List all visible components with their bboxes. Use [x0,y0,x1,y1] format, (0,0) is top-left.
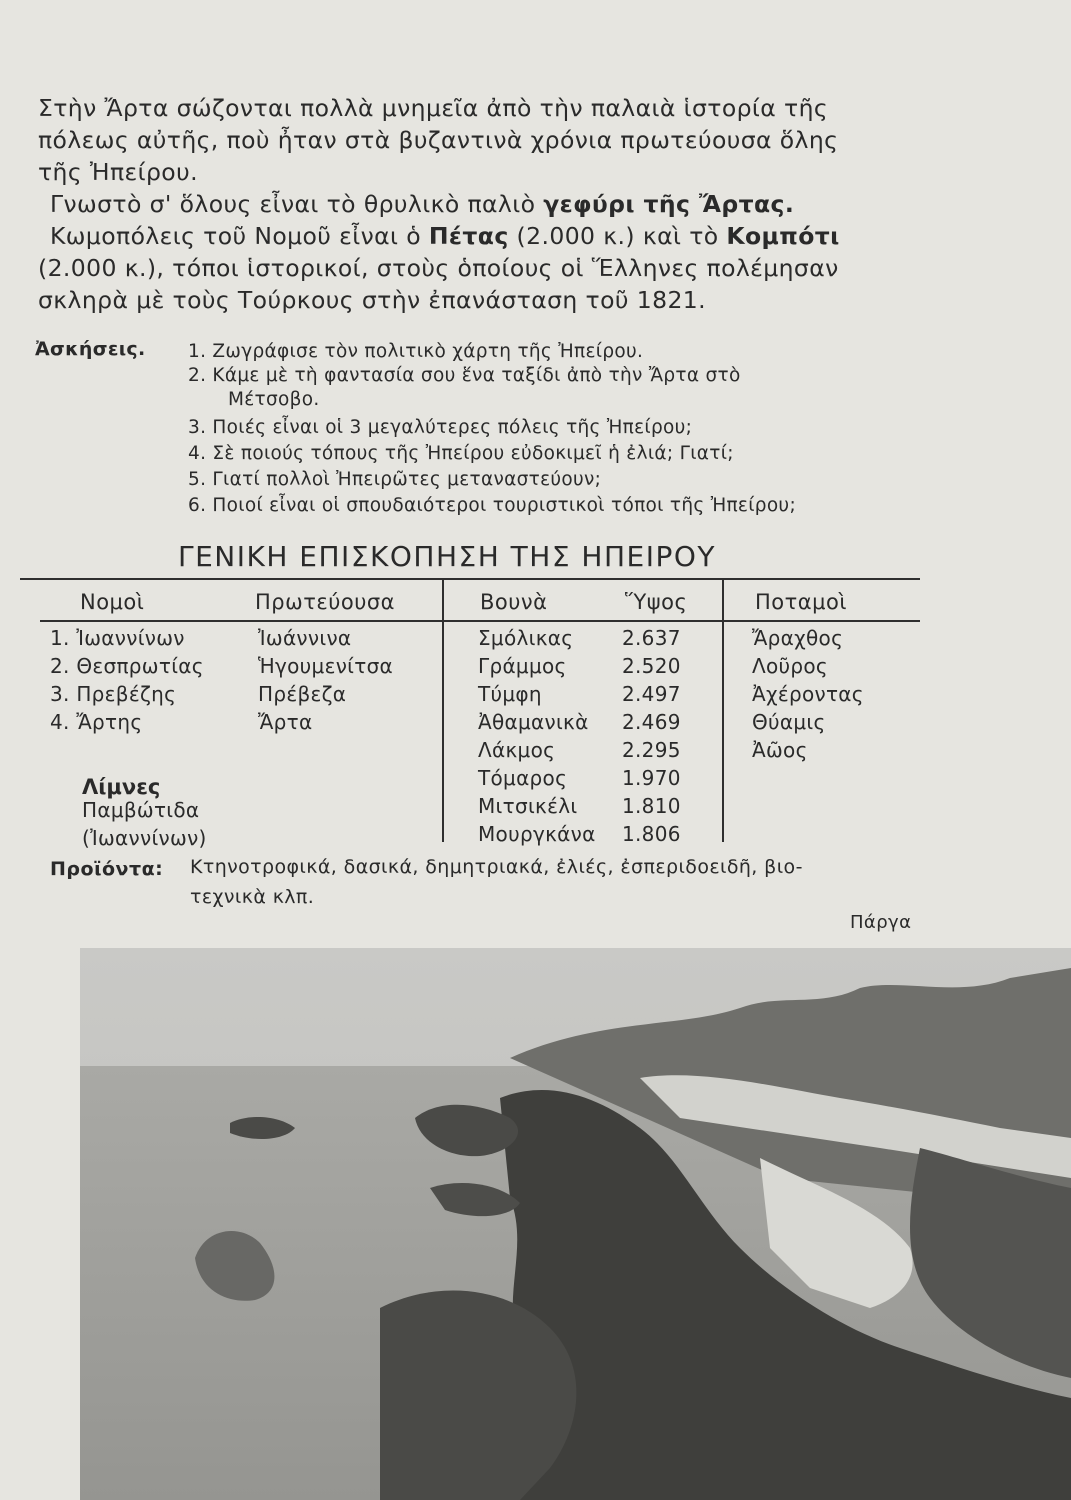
header-capital: Πρωτεύουσα [255,590,396,614]
river: Ἄραχθος [752,626,844,650]
capital: Ἡγουμενίτσα [258,654,394,678]
capital: Ἄρτα [258,710,313,734]
paragraph-bridge [38,188,928,220]
parga-photo [80,948,1071,1500]
capital-list [258,624,393,736]
photo-caption: Πάργα [850,912,912,933]
lake-list [82,796,207,852]
lake: (Ἰωαννίνων) [82,826,207,850]
text-line: τεχνικὰ κλπ. [190,886,315,908]
exercise-item: 6. Ποιοί εἶναι οἱ σπουδαιότεροι τουριστικοὶ τόποι τῆς Ἠπείρου; [188,495,796,516]
mountain: Τόμαρος [478,766,568,790]
header-rivers: Ποταμοὶ [755,590,847,614]
exercise-item: 1. Ζωγράφισε τὸν πολιτικὸ χάρτη τῆς Ἠπείρου. [188,341,644,362]
mountain: Γράμμος [478,654,567,678]
height: 2.469 [622,710,681,734]
mountain: Τύμφη [478,682,542,706]
header-mountains: Βουνὰ [480,590,548,614]
mountain: Μουργκάνα [478,822,596,846]
prefecture: 4. Ἄρτης [50,710,143,734]
products-text [190,852,890,912]
header-prefectures: Νομοὶ [80,590,145,614]
capital: Ἰωάννινα [258,626,352,650]
exercises-label: Ἀσκήσεις. [35,338,146,360]
products-label: Προϊόντα: [50,858,164,880]
river: Λοῦρος [752,654,828,678]
river: Ἀῶος [752,738,808,762]
text-line: Κτηνοτροφικά, δασικά, δημητριακά, ἐλιές, ἐσπεριδοειδῆ, βιο- [190,856,803,878]
lakes-heading: Λίμνες [82,775,161,799]
height-list [622,624,681,848]
prefecture-list [50,624,204,736]
mountain: Μιτσικέλι [478,794,578,818]
mountain-list [478,624,596,848]
mountain: Σμόλικας [478,626,574,650]
table-header-rule [40,620,920,622]
text-line [38,220,928,252]
lake: Παμβώτιδα [82,798,200,822]
mountain: Ἀθαμανικὰ [478,710,589,734]
table-column-divider [722,580,724,842]
text-line: πόλεως αὐτῆς, ποὺ ἦταν στὰ βυζαντινὰ χρόνια πρωτεύουσα ὅλης [38,126,839,154]
prefecture: 3. Πρεβέζης [50,682,177,706]
exercise-item: 2. Κάμε μὲ τὴ φαντασία σου ἕνα ταξίδι ἀπὸ τὴν Ἄρτα στὸ [188,365,741,386]
exercise-item: 4. Σὲ ποιούς τόπους τῆς Ἠπείρου εὐδοκιμεῖ ἡ ἐλιά; Γιατί; [188,443,734,464]
exercise-item: 5. Γιατί πολλοὶ Ἠπειρῶτες μεταναστεύουν; [188,469,602,490]
river-list [752,624,864,764]
height: 1.970 [622,766,681,790]
text-span: Γνωστὸ σ' ὅλους εἶναι τὸ θρυλικὸ παλιὸ [50,190,544,218]
text-line: σκληρὰ μὲ τοὺς Τούρκους στὴν ἐπανάσταση τοῦ 1821. [38,286,707,314]
height: 2.637 [622,626,681,650]
text-line [38,188,928,220]
exercise-item-continuation: Μέτσοβο. [228,389,320,410]
height: 2.497 [622,682,681,706]
exercise-item: 3. Ποιές εἶναι οἱ 3 μεγαλύτερες πόλεις τῆς Ἠπείρου; [188,417,693,438]
table-title: ΓΕΝΙΚΗ ΕΠΙΣΚΟΠΗΣΗ ΤΗΣ ΗΠΕΙΡΟΥ [178,540,716,573]
height: 1.806 [622,822,681,846]
header-height: Ὕψος [625,590,688,614]
river: Θύαμις [752,710,826,734]
table-top-rule [20,578,920,580]
mountain: Λάκμος [478,738,556,762]
bold-term-petas: Πέτας [428,222,509,250]
paragraph-towns [38,220,928,316]
text-span: Κωμοπόλεις τοῦ Νομοῦ εἶναι ὁ [50,222,429,250]
height: 1.810 [622,794,681,818]
table-column-divider [442,580,444,842]
capital: Πρέβεζα [258,682,347,706]
height: 2.295 [622,738,681,762]
text-line: τῆς Ἠπείρου. [38,158,198,186]
text-line: Στὴν Ἄρτα σώζονται πολλὰ μνημεῖα ἀπὸ τὴν παλαιὰ ἱστορία τῆς [38,94,829,122]
prefecture: 1. Ἰωαννίνων [50,626,185,650]
text-line: (2.000 κ.), τόποι ἱστορικοί, στοὺς ὁποίους οἱ Ἕλληνες πολέμησαν [38,254,839,282]
paragraph-arta [38,92,928,188]
bold-term-bridge: γεφύρι τῆς Ἄρτας. [543,190,795,218]
bold-term-kompoti: Κομπότι [726,222,840,250]
height: 2.520 [622,654,681,678]
text-span: (2.000 κ.) καὶ τὸ [508,222,727,250]
river: Ἀχέροντας [752,682,864,706]
prefecture: 2. Θεσπρωτίας [50,654,204,678]
